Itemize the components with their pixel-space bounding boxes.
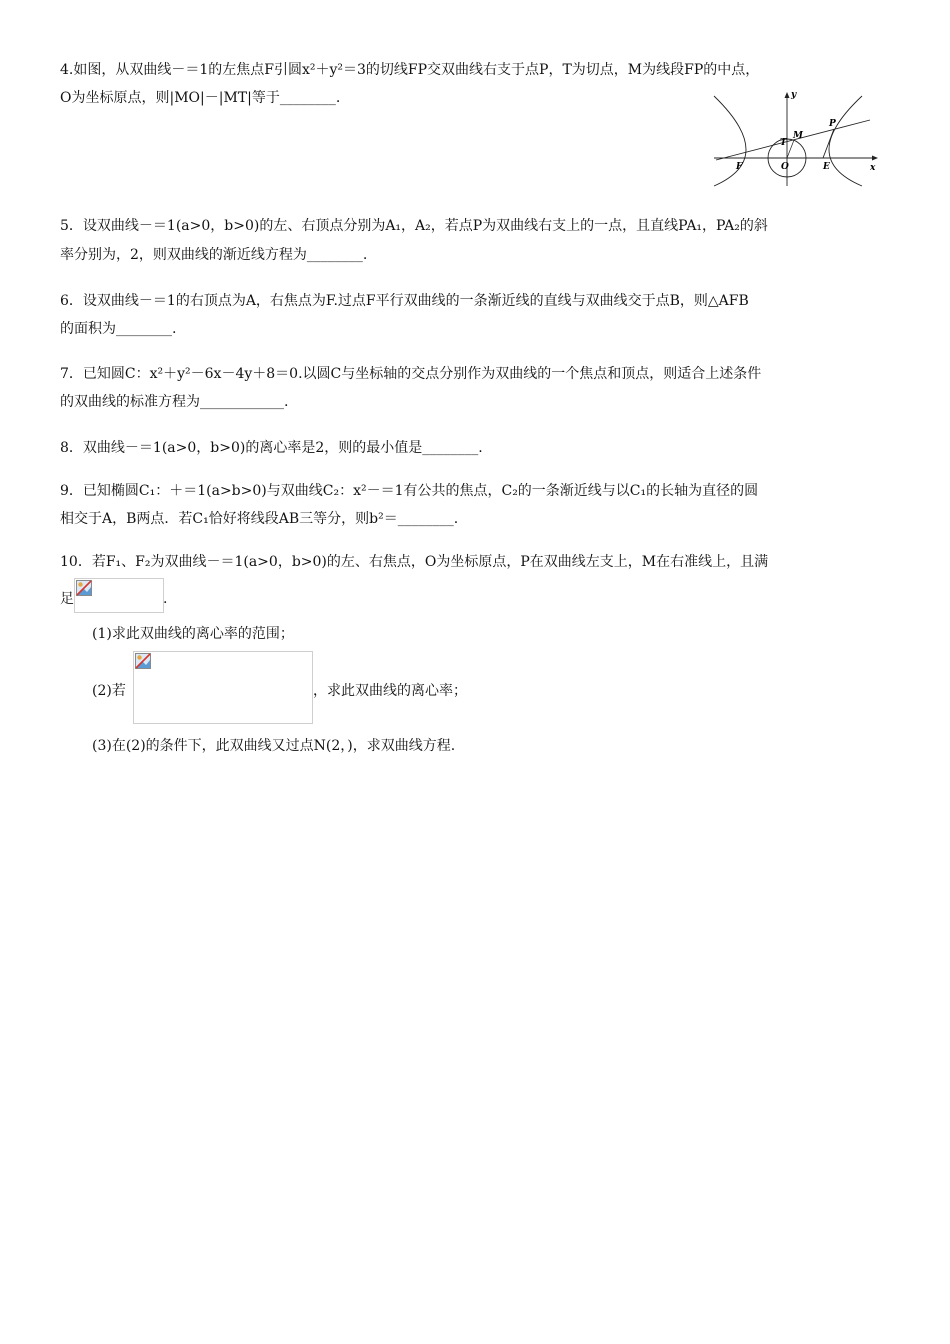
problem-7-line-1: 7．已知圆C：x²＋y²－6x－4y＋8＝0.以圆C与坐标轴的交点分别作为双曲线的一个焦点和顶点，则适合上述条件 xyxy=(60,366,762,382)
broken-image-vector-condition xyxy=(133,651,313,724)
label-t: T xyxy=(780,138,787,148)
problem-10-sub-2-suffix: ，求此双曲线的离心率； xyxy=(313,683,467,699)
problem-9-line-2: 相交于A，B两点．若C₁恰好将线段AB三等分，则b²＝________. xyxy=(60,511,459,527)
broken-image-condition xyxy=(74,578,164,613)
problem-9-line-1: 9．已知椭圆C₁：＋＝1(a>b>0)与双曲线C₂：x²－＝1有公共的焦点，C₂的一条渐近线与以C₁的长轴为直径的圆 xyxy=(60,483,759,499)
problem-8-line-1: 8．双曲线－＝1(a>0，b>0)的离心率是2，则的最小值是________. xyxy=(60,440,483,456)
problem-4-line-2: O为坐标原点，则|MO|－|MT|等于________. xyxy=(60,90,341,106)
problem-6-line-2: 的面积为________. xyxy=(60,321,177,337)
label-f: F xyxy=(736,162,743,172)
problem-10-sub-2-prefix: (2)若 xyxy=(92,683,126,699)
problem-5-line-1: 5．设双曲线－＝1(a>0，b>0)的左、右顶点分别为A₁，A₂，若点P为双曲线右支上的一点，且直线PA₁，PA₂的斜 xyxy=(60,218,768,234)
problem-5-line-2: 率分别为，2，则双曲线的渐近线方程为________. xyxy=(60,247,368,263)
hyperbola-circle-figure xyxy=(712,88,882,188)
problem-10-line-2-prefix: 足 xyxy=(60,591,74,607)
label-m: M xyxy=(793,131,803,141)
problem-10-sub-1: (1)求此双曲线的离心率的范围； xyxy=(92,626,294,642)
problem-10-line-1: 10．若F₁、F₂为双曲线－＝1(a>0，b>0)的左、右焦点，O为坐标原点，P在双曲线左支上，M在右准线上，且满 xyxy=(60,554,769,570)
label-e: E xyxy=(823,162,830,172)
label-y: y xyxy=(791,90,797,100)
broken-image-icon xyxy=(76,580,92,596)
problem-10-line-2-suffix: . xyxy=(163,591,168,607)
problem-6-line-1: 6．设双曲线－＝1的右顶点为A，右焦点为F.过点F平行双曲线的一条渐近线的直线与双曲线交于点B，则△AFB xyxy=(60,293,749,309)
broken-image-icon xyxy=(135,653,151,669)
problem-10-sub-3: (3)在(2)的条件下，此双曲线又过点N(2，)，求双曲线方程. xyxy=(92,738,456,754)
problem-4-line-1: 4.如图，从双曲线－＝1的左焦点F引圆x²＋y²＝3的切线FP交双曲线右支于点P，T为切点，M为线段FP的中点， xyxy=(60,62,760,78)
label-x: x xyxy=(870,163,876,173)
label-o: O xyxy=(781,162,789,172)
problem-7-line-2: 的双曲线的标准方程为____________. xyxy=(60,394,289,410)
label-p: P xyxy=(829,119,836,129)
